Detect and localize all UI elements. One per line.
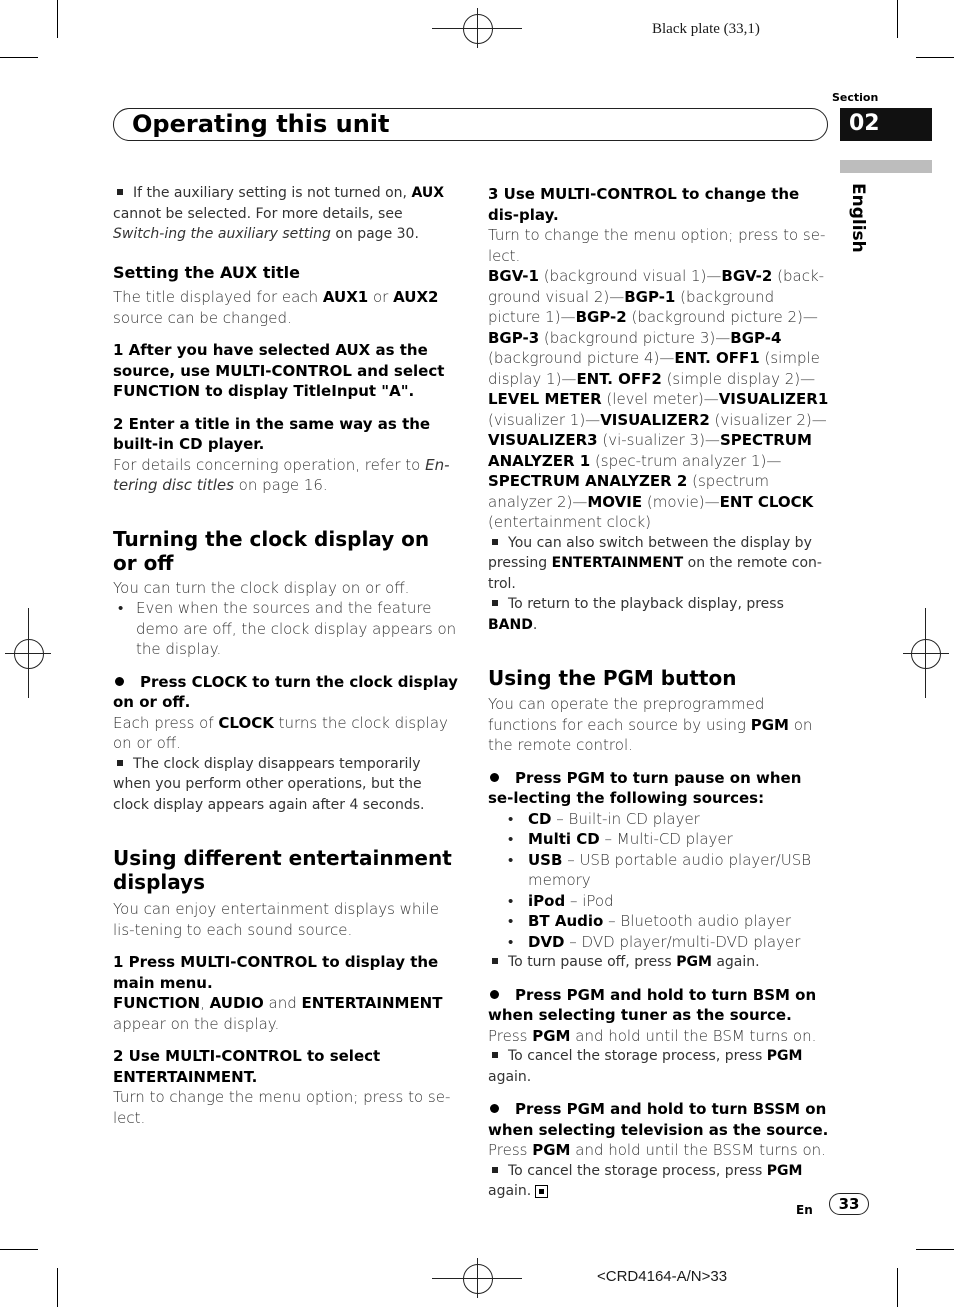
crop-mark — [57, 0, 58, 38]
crop-mark — [0, 1249, 38, 1250]
aux-step-2-desc: For details concerning operation, refer to En-tering disc titles on page 16. — [113, 455, 450, 494]
page-number-badge — [829, 1193, 869, 1215]
end-mark-icon — [535, 1185, 548, 1198]
crop-mark — [897, 1268, 898, 1307]
title-bar — [113, 108, 828, 141]
bssm-note: To cancel the storage process, press PGM again. — [488, 1162, 803, 1199]
list-item: • BT Audio – Bluetooth audio player — [488, 911, 830, 932]
pgm-desc: You can operate the preprogrammed functions for each source by using PGM on the remote control. — [488, 695, 813, 754]
bsm-desc: Press PGM and hold until the BSM turns on. — [488, 1026, 817, 1045]
list-item: • DVD – DVD player/multi-DVD player — [488, 932, 830, 953]
round-bullet-icon — [490, 990, 499, 999]
bssm-step: Press PGM and hold to turn BSSM on when selecting television as the source. — [488, 1100, 829, 1139]
square-bullet-icon — [492, 539, 498, 545]
crop-mark — [897, 0, 898, 38]
ent-step-1-desc: FUNCTION, AUDIO and ENTERTAINMENT appear on the display. — [113, 994, 443, 1033]
aux-title-desc: The title displayed for each AUX1 or AUX2 source can be changed. — [113, 288, 439, 327]
square-bullet-icon — [492, 1167, 498, 1173]
section-number: 02 — [849, 111, 880, 136]
section-label: Section — [832, 91, 879, 104]
heading-entertainment: Using different entertainment displays — [113, 846, 452, 894]
footer-lang: En — [796, 1203, 813, 1217]
right-column — [488, 184, 830, 1202]
crop-mark — [57, 1268, 58, 1307]
language-label: English — [848, 183, 868, 253]
heading-clock: Turning the clock display on or off — [113, 526, 430, 575]
clock-note: The clock display disappears temporarily when you perform other operations, but the clock display appears again after 4 seconds. — [113, 755, 425, 813]
pgm-step-1: Press PGM to turn pause on when se-lecting the following sources: — [488, 768, 802, 807]
crop-mark — [916, 1249, 954, 1250]
ent-desc: You can enjoy entertainment displays while lis-tening to each sound source. — [113, 900, 440, 939]
bssm-desc: Press PGM and hold until the BSSM turns on. — [488, 1141, 826, 1159]
heading-pgm: Using the PGM button — [488, 666, 737, 690]
document-code: <CRD4164-A/N>33 — [597, 1268, 728, 1285]
source-list — [488, 809, 830, 953]
square-bullet-icon — [492, 1052, 498, 1058]
ent-step-3: 3 Use MULTI-CONTROL to change the dis-play. — [488, 185, 800, 224]
round-bullet-icon — [490, 1104, 499, 1113]
display-options: BGV-1 (background visual 1)—BGV-2 (back-ground visual 2)—BGP-1 (background picture 1)—BGP-2 (background picture 2)—BGP-3 (background picture 3)—BGP-4 (background picture 4)—ENT. OFF1 (simple display 1)—ENT. OFF2 (simple display 2)—LEVEL METER (level meter)—VISUALIZER1 (visualizer 1)—VISUALIZER2 (visualizer 2)—VISUALIZER3 (vi-sualizer 3)—SPECTRUM ANALYZER 1 (spec-trum analyzer 1)—SPECTRUM ANALYZER 2 (spectrum analyzer 2)—MOVIE (movie)—ENT CLOCK (entertainment clock) — [488, 267, 829, 531]
note-pause-off: To turn pause off, press PGM again. — [488, 952, 830, 973]
note-return: To return to the playback display, press BAND. — [488, 596, 784, 633]
list-item: • USB – USB portable audio player/USB memory — [488, 850, 830, 891]
square-bullet-icon — [492, 600, 498, 606]
language-tab — [840, 160, 932, 173]
heading-aux-title: Setting the AUX title — [113, 262, 300, 282]
square-bullet-icon — [117, 189, 123, 195]
bsm-note: To cancel the storage process, press PGM again. — [488, 1048, 803, 1085]
plate-label: Black plate (33,1) — [652, 21, 760, 37]
bsm-step: Press PGM and hold to turn BSM on when selecting tuner as the source. — [488, 985, 817, 1024]
ent-step-3-desc: Turn to change the menu option; press to se-lect. — [488, 226, 826, 265]
note-aux: If the auxiliary setting is not turned on, AUX cannot be selected. For more details, see Switch-ing the auxiliary setting on page 30. — [113, 185, 445, 242]
clock-bullet: • Even when the sources and the feature demo are off, the clock display appears on the display. — [113, 598, 458, 660]
crop-mark — [916, 57, 954, 58]
clock-desc: You can turn the clock display on or off. — [113, 578, 410, 597]
ent-step-1: 1 Press MULTI-CONTROL to display the main menu. — [113, 953, 439, 992]
clock-each: Each press of CLOCK turns the clock display on or off. — [113, 713, 448, 752]
list-item: • CD – Built-in CD player — [488, 809, 830, 830]
list-item: • Multi CD – Multi-CD player — [488, 829, 830, 850]
round-bullet-icon — [490, 773, 499, 782]
ent-step-2: 2 Use MULTI-CONTROL to select ENTERTAINMENT. — [113, 1047, 381, 1086]
crop-mark — [0, 57, 38, 58]
square-bullet-icon — [492, 958, 498, 964]
page-title: Operating this unit — [132, 110, 390, 138]
page-number: 33 — [838, 1195, 860, 1213]
aux-step-1: 1 After you have selected AUX as the source, use MULTI-CONTROL and select FUNCTION to display TitleInput "A". — [113, 341, 445, 400]
section-number-box — [840, 108, 932, 141]
round-bullet-icon — [115, 677, 124, 686]
square-bullet-icon — [117, 760, 123, 766]
note-switch: You can also switch between the display by pressing ENTERTAINMENT on the remote con-trol. — [488, 534, 822, 592]
clock-step: Press CLOCK to turn the clock display on or off. — [113, 672, 458, 711]
list-item: • iPod – iPod — [488, 891, 830, 912]
ent-step-2-desc: Turn to change the menu option; press to se-lect. — [113, 1088, 451, 1127]
aux-step-2: 2 Enter a title in the same way as the built-in CD player. — [113, 414, 431, 453]
left-column — [113, 183, 458, 1128]
